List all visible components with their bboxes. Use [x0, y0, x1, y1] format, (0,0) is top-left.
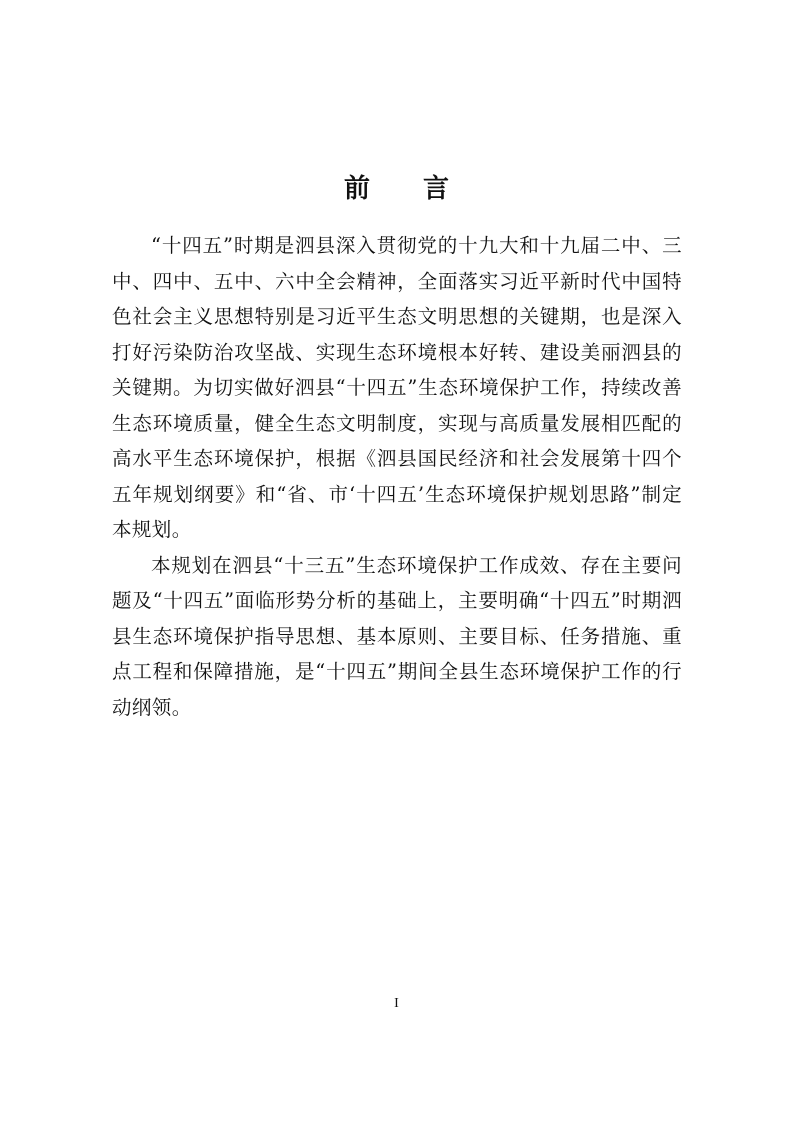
page-title: 前 言	[343, 174, 472, 204]
page-number: I	[394, 996, 399, 1011]
paragraph-1: “十四五”时期是泗县深入贯彻党的十九大和十九届二中、三中、四中、五中、六中全会精神，全面落实习近平新时代中国特色社会主义思想特别是习近平生态文明思想的关键期，也是深入打好污染防治攻坚战、实现生态环境根本好转、建设美丽泗县的关键期。为切实做好泗县“十四五”生态环境保护工作，持续改善生态环境质量，健全生态文明制度，实现与高质量发展相匹配的高水平生态环境保护，根据《泗县国民经济和社会发展第十四个五年规划纲要》和“省、市‘十四五’生态环境保护规划思路”制定本规划。	[112, 234, 682, 541]
document-body	[112, 228, 682, 725]
paragraph-2: 本规划在泗县“十三五”生态环境保护工作成效、存在主要问题及“十四五”面临形势分析的基础上，主要明确“十四五”时期泗县生态环境保护指导思想、基本原则、主要目标、任务措施、重点工程和保障措施，是“十四五”期间全县生态环境保护工作的行动纲领。	[112, 553, 682, 719]
